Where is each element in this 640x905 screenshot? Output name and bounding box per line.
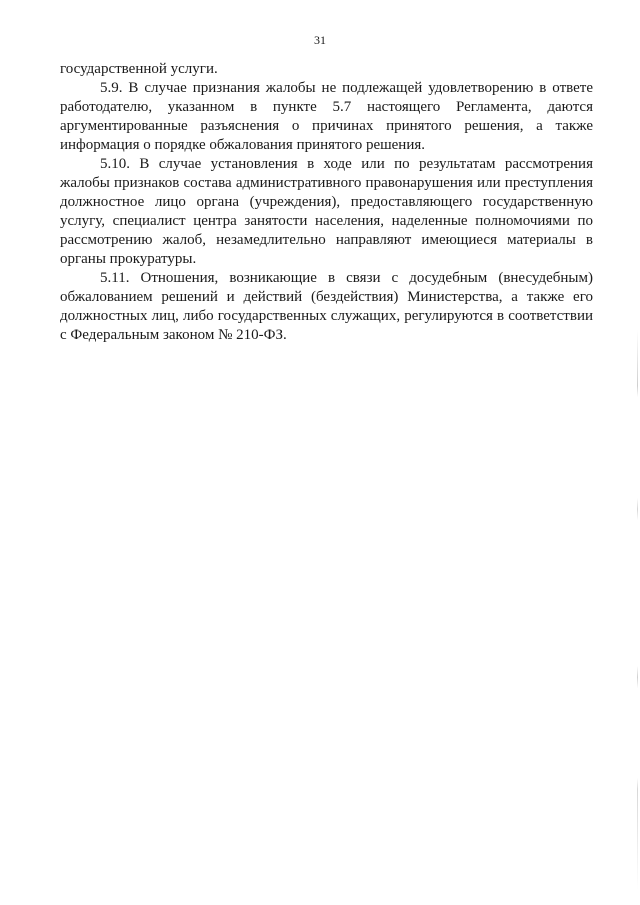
paragraph-5-10: 5.10. В случае установления в ходе или по результатам рассмотрения жалобы признаков состава административного правонарушения или преступления должностное лицо органа (учреждения), предоставляющего государственную услугу, специалист центра занятости населения, наделенные полномочиями по рассмотрению жалоб, незамедлительно направляют имеющиеся материалы в органы прокуратуры. <box>60 156 593 267</box>
document-body <box>60 60 593 345</box>
scan-edge-artifact <box>637 330 638 890</box>
page-number: 31 <box>314 33 326 47</box>
paragraph-5-9: 5.9. В случае признания жалобы не подлежащей удовлетворению в ответе работодателю, указанном в пункте 5.7 настоящего Регламента, даются аргументированные разъяснения о причинах принятого решения, а также информация о порядке обжалования принятого решения. <box>60 80 593 153</box>
paragraph-continuation: государственной услуги. <box>60 61 218 77</box>
paragraph-5-11: 5.11. Отношения, возникающие в связи с досудебным (внесудебным) обжалованием решений и действий (бездействия) Министерства, а также его должностных лиц, либо государственных служащих, регулируются в соответствии с Федеральным законом № 210-ФЗ. <box>60 270 593 343</box>
